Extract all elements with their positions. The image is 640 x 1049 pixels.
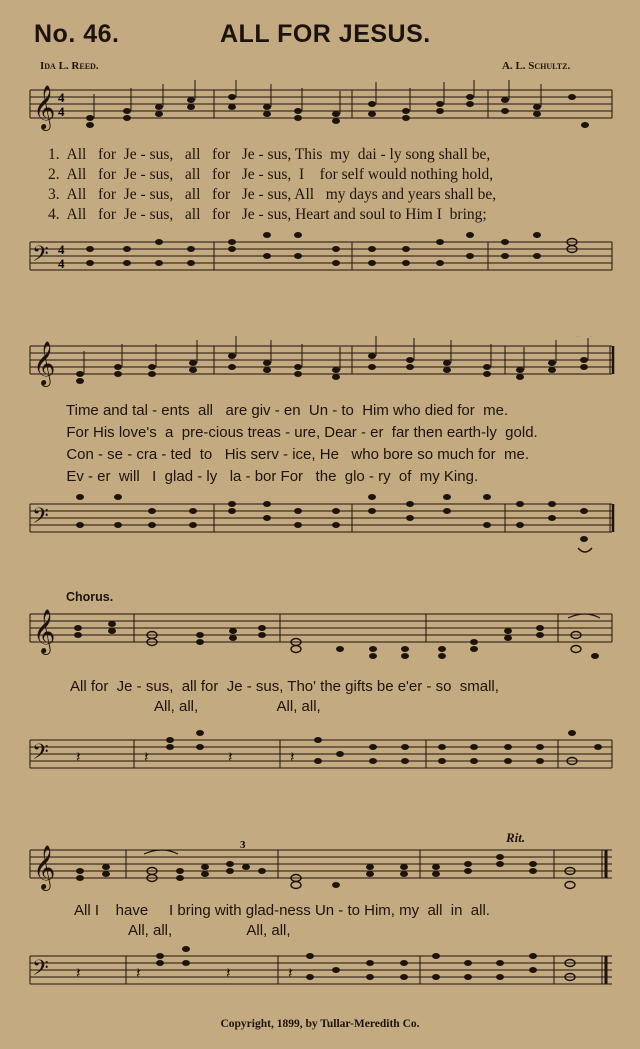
svg-text:𝄢: 𝄢 bbox=[32, 956, 49, 985]
svg-text:𝄽: 𝄽 bbox=[144, 748, 149, 766]
svg-text:𝄽: 𝄽 bbox=[226, 964, 231, 982]
hymn-number: No. 46. bbox=[34, 20, 120, 48]
svg-text:𝄽: 𝄽 bbox=[228, 748, 233, 766]
svg-text:𝄞: 𝄞 bbox=[33, 611, 56, 653]
verse-2-line-2: For His love's a pre-cious treas - ure, Dear - er far then earth-ly gold. bbox=[58, 424, 538, 441]
chorus-line-2: All I have I bring with glad-ness Un - to Him, my all in all. bbox=[74, 902, 490, 919]
chorus-line-1: All for Je - sus, all for Je - sus, Tho' the gifts be e'er - so small, bbox=[70, 678, 499, 695]
svg-text:𝄢: 𝄢 bbox=[32, 740, 49, 769]
verse-1-line-1: 1. All for Je - sus, all for Je - sus, This my dai - ly song shall be, bbox=[48, 146, 491, 163]
treble-staff-system-1 bbox=[0, 80, 640, 140]
chorus-label: Chorus. bbox=[66, 590, 114, 604]
verse-1-line-2: Time and tal - ents all are giv - en Un - to Him who died for me. bbox=[66, 402, 509, 419]
chorus-alto-line-2: All, all, All, all, bbox=[128, 922, 291, 939]
svg-text:4: 4 bbox=[58, 104, 65, 119]
verse-3-line-2: Con - se - cra - ted to His serv - ice, He who bore so much for me. bbox=[58, 446, 529, 463]
svg-text:4: 4 bbox=[58, 242, 65, 257]
svg-text:𝄽: 𝄽 bbox=[290, 748, 295, 766]
treble-staff-system-2 bbox=[0, 336, 640, 396]
verse-2-line-1: 2. All for Je - sus, all for Je - sus, I for self would nothing hold, bbox=[48, 166, 494, 183]
bass-clef-icon: 𝄢 bbox=[32, 242, 49, 271]
treble-staff-system-3 bbox=[0, 604, 640, 664]
verse-3-line-1: 3. All for Je - sus, all for Je - sus, All my days and years shall be, bbox=[48, 186, 497, 203]
bass-staff-system-2 bbox=[0, 494, 640, 556]
svg-text:𝄞: 𝄞 bbox=[33, 343, 56, 385]
svg-text:𝄽: 𝄽 bbox=[288, 964, 293, 982]
treble-clef-icon: 𝄞 bbox=[33, 87, 56, 129]
copyright-notice: Copyright, 1899, by Tullar-Meredith Co. bbox=[220, 1018, 420, 1030]
svg-text:𝄽: 𝄽 bbox=[76, 964, 81, 982]
verse-4-line-2: Ev - er will I glad - ly la - bor For the glo - ry of my King. bbox=[58, 468, 479, 485]
svg-text:4: 4 bbox=[58, 90, 65, 105]
svg-text:4: 4 bbox=[58, 256, 65, 271]
ritardando-mark: Rit. bbox=[506, 830, 526, 845]
bass-staff-system-1 bbox=[0, 232, 640, 292]
bass-staff-system-3 bbox=[0, 730, 640, 790]
bass-staff-system-4 bbox=[0, 946, 640, 1006]
hymn-title: ALL FOR JESUS. bbox=[220, 20, 431, 48]
triplet-mark: 3 bbox=[240, 840, 246, 851]
tie-icon bbox=[568, 614, 600, 618]
svg-text:𝄞: 𝄞 bbox=[33, 847, 56, 889]
lyricist-credit: Ida L. Reed. bbox=[40, 60, 99, 72]
svg-text:𝄽: 𝄽 bbox=[136, 964, 141, 982]
svg-text:𝄽: 𝄽 bbox=[76, 748, 81, 766]
fermata-icon bbox=[578, 548, 592, 552]
composer-credit: A. L. Schultz. bbox=[502, 60, 571, 72]
svg-text:𝄢: 𝄢 bbox=[32, 504, 49, 533]
verse-4-line-1: 4. All for Je - sus, all for Je - sus, Heart and soul to Him I bring; bbox=[48, 206, 487, 223]
treble-staff-system-4 bbox=[0, 840, 640, 906]
chorus-alto-line-1: All, all, All, all, bbox=[154, 698, 321, 715]
